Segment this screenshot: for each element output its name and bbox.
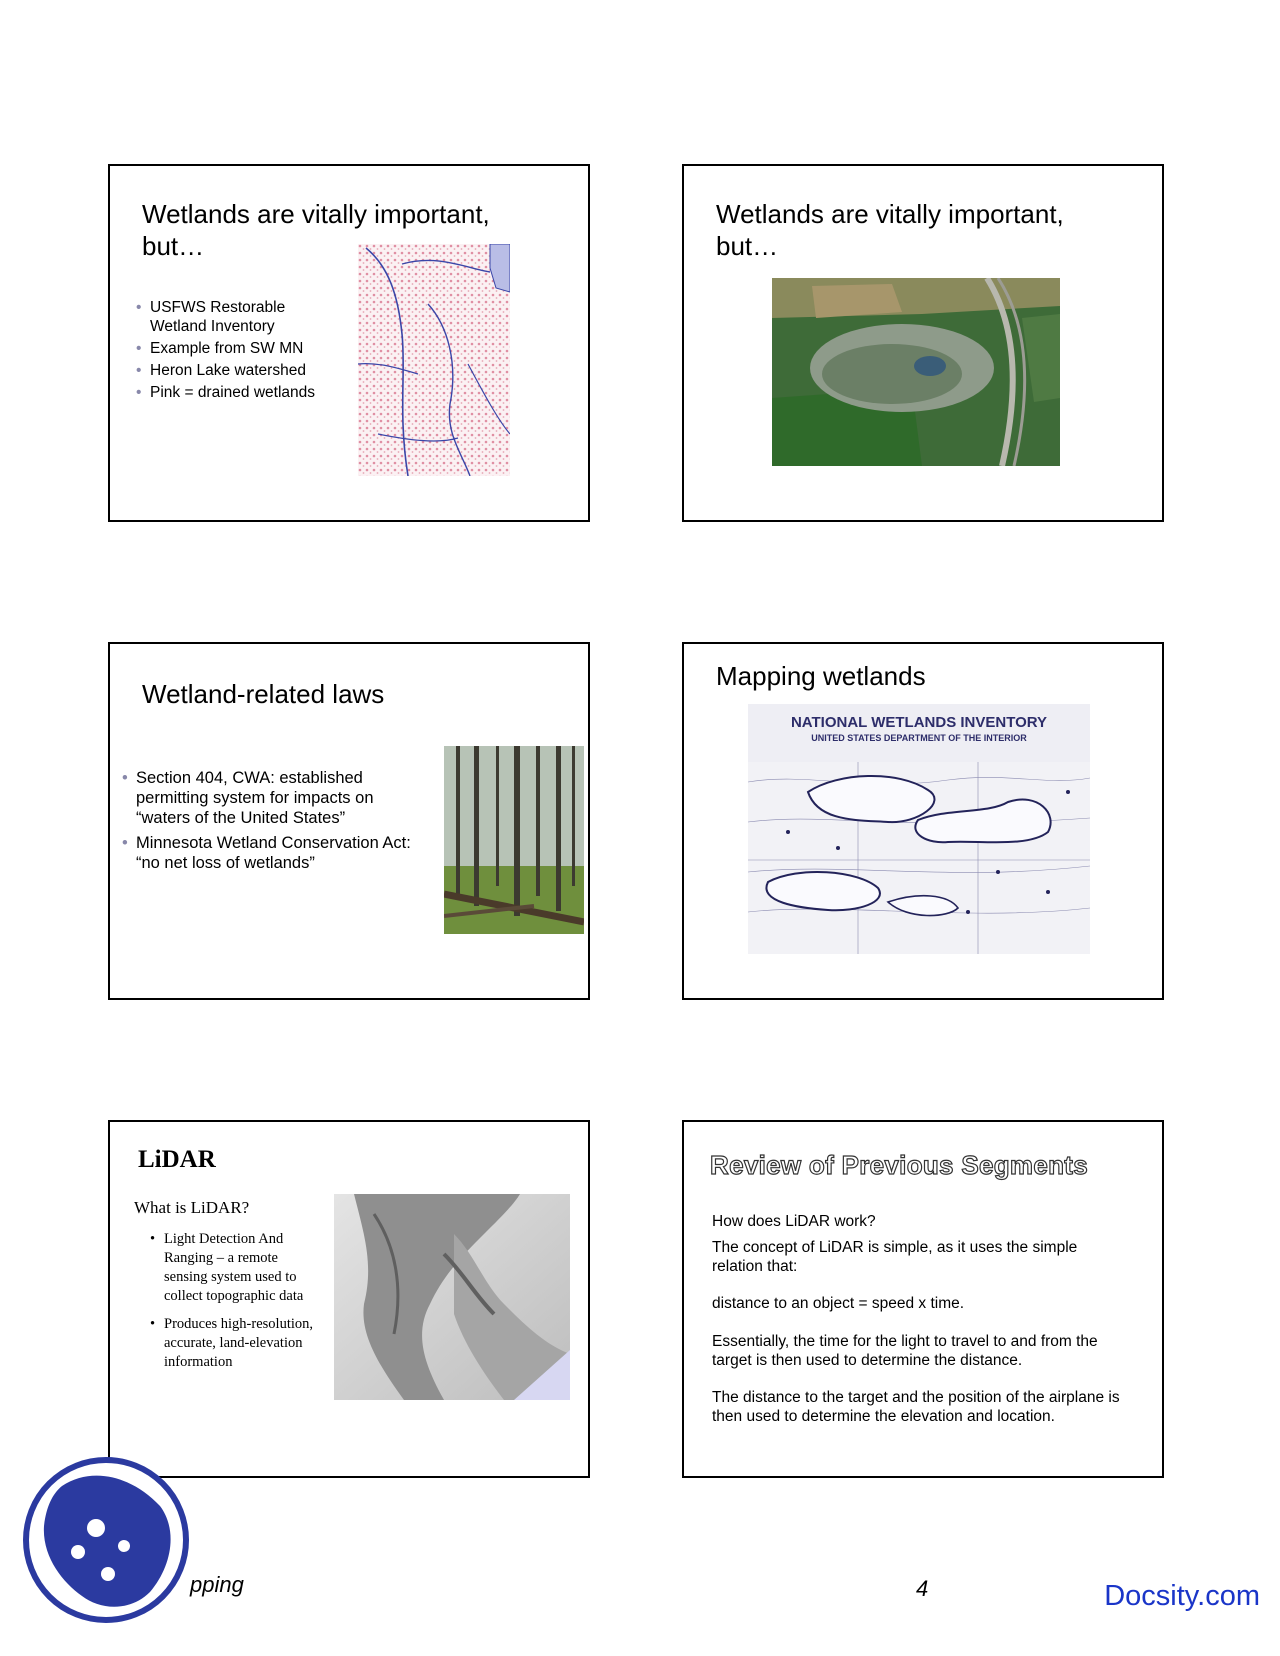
slide-review-previous-segments [682,1120,1164,1478]
lidar-question: What is LiDAR? [134,1198,250,1217]
bullet-item: • Light Detection And Ranging – a remote sensing system used to collect topographic data [150,1230,318,1306]
bullet-item: • Produces high-resolution, accurate, land-elevation information [150,1315,318,1372]
bullet-item: • USFWS Restorable Wetland Inventory [136,298,346,336]
slide-wetland-laws [108,642,590,1000]
slide-wetlands-important-aerial [682,164,1164,522]
footer-course-title: pping [190,1572,244,1597]
map-subheading: UNITED STATES DEPARTMENT OF THE INTERIOR [811,733,1027,743]
slide-mapping-wetlands [682,642,1164,1000]
forest-photo [444,746,584,934]
bullet-item: • Example from SW MN [136,339,346,358]
bullet-item: • Section 404, CWA: established permitting system for impacts on “waters of the United States” [122,768,422,828]
slide-title: Wetland-related laws [142,679,385,709]
docsity-link[interactable]: Docsity.com [1104,1580,1260,1612]
slide-title: Wetlands are vitally important, but… [716,199,1064,261]
slide-wetlands-important-map [108,164,590,522]
slide-title: LiDAR [138,1146,216,1173]
slide-lidar [108,1120,590,1478]
restorable-wetland-map-image [358,244,510,476]
paragraph: Essentially, the time for the light to travel to and from the target is then used to determine the distance. [712,1333,1098,1369]
page-number: 4 [916,1576,929,1601]
lidar-hillshade-image [334,1194,570,1400]
national-wetlands-inventory-map [748,704,1090,954]
bullet-item: • Minnesota Wetland Conservation Act: “no net loss of wetlands” [122,833,422,873]
slide-title: Review of Previous Segments [710,1150,1089,1180]
paragraph: distance to an object = speed x time. [712,1295,965,1312]
bullet-list [122,768,422,873]
bullet-list [150,1230,318,1372]
map-heading: NATIONAL WETLANDS INVENTORY [790,714,1048,731]
bullet-item: • Heron Lake watershed [136,361,346,380]
slide-title: Wetlands are vitally important, but… [142,199,490,261]
paragraph: The concept of LiDAR is simple, as it uses the simple relation that: [712,1239,1078,1275]
paragraph: How does LiDAR work? [712,1213,876,1230]
slide-title: Mapping wetlands [716,661,926,691]
docsity-logo [22,1456,190,1624]
aerial-suburb-photo [772,278,1060,466]
bullet-item: • Pink = drained wetlands [136,383,346,402]
bullet-list [136,298,346,402]
paragraph: The distance to the target and the position of the airplane is then used to determine the elevation and location. [712,1389,1120,1425]
